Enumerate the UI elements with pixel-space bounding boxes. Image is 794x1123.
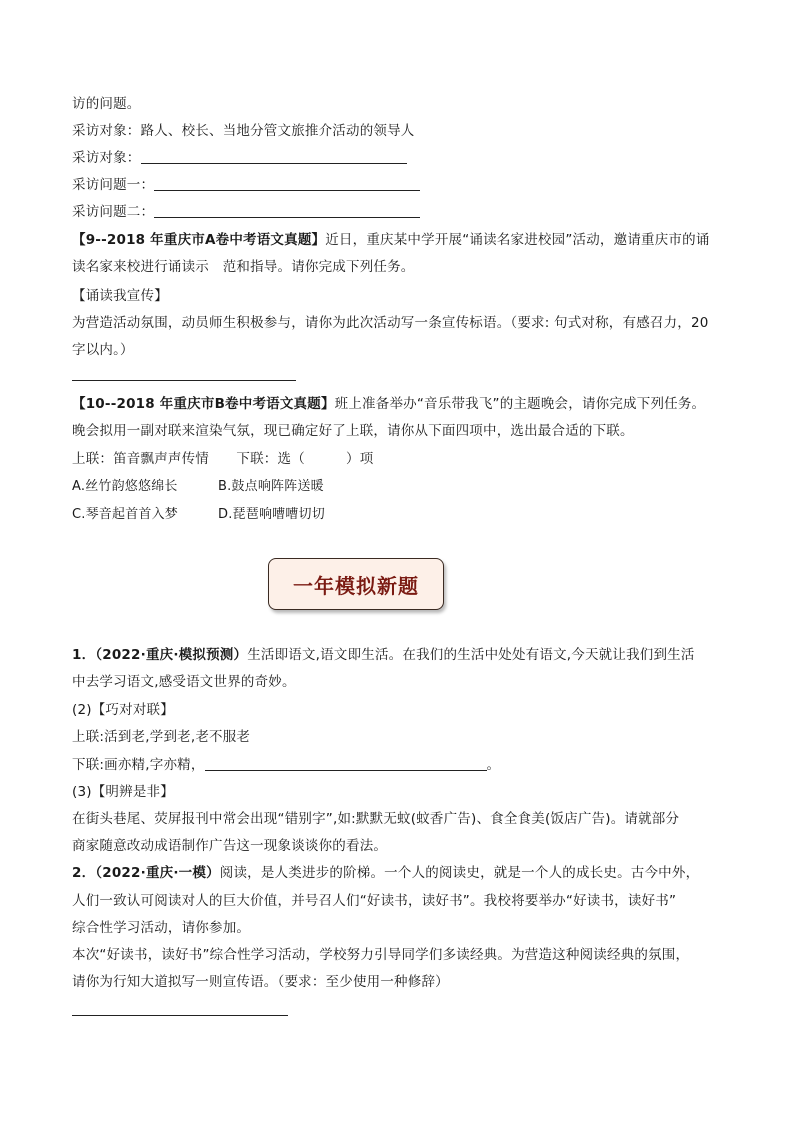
text-line: 本次“好读书，读好书”综合性学习活动，学校努力引导同学们多读经典。为营造这种阅读经典的氛围， [72,947,690,963]
field-label: 采访对象： [72,150,141,166]
couplet-lower: 下联:画亦精,字亦精， [72,757,205,773]
section-title-box [268,558,444,610]
text-line: 在街头巷尾、荧屏报刊中常会出现“错别字”,如:默默无蚊(蚊香广告)、食全食美(饭店广告)。请就部分 [72,811,680,827]
question-text: 生活即语文,语文即生活。在我们的生活中处处有语文,今天就让我们到生活 [247,647,695,663]
question-9-line [72,230,710,250]
question-source-tag: 1．（2022·重庆·模拟预测） [72,647,248,663]
answer-blank[interactable] [141,149,407,164]
question-text: 班上准备举办“音乐带我飞”的主题晚会，请你完成下列任务。 [334,396,706,412]
option-b[interactable]: B.鼓点响阵阵送暖 [218,479,324,494]
interview-question-1-row [72,175,420,195]
text-line: 晚会拟用一副对联来渲染气氛，现已确定好了上联，请你从下面四项中，选出最合适的下联。 [72,423,634,439]
question-source-tag: 【10--2018 年重庆市B卷中考语文真题】 [72,396,335,412]
text-line: 采访对象：路人、校长、当地分管文旅推介活动的领导人 [72,123,415,139]
text-line: 人们一致认可阅读对人的巨大价值，并号召人们“好读书，读好书”。我校将要举办“好读书，读好书” [72,893,677,909]
text-line: 请你为行知大道拟写一则宣传语。（要求：至少使用一种修辞） [72,974,449,990]
sub-question-heading: (3)【明辨是非】 [72,784,174,800]
couplet-upper: 上联:活到老,学到老,老不服老 [72,729,251,745]
couplet-line: 上联：笛音飘声声传情 下联：选（ ）项 [72,451,374,467]
task-heading: 【诵读我宣传】 [72,288,168,304]
field-label: 采访问题二： [72,204,155,220]
text-line: 为营造活动氛围，动员师生积极参与，请你为此次活动写一条宣传标语。（要求: 句式对称，有感召力，20 [72,315,709,331]
answer-line[interactable] [72,1015,288,1016]
option-d[interactable]: D.琵琶响嘈嘈切切 [218,507,325,522]
option-c[interactable]: C.琴音起首首入梦 [72,507,179,522]
question-text: 近日，重庆某中学开展“诵读名家进校园”活动，邀请重庆市的诵 [325,232,710,248]
answer-blank[interactable] [154,203,420,218]
text-line: 商家随意改动成语制作广告这一现象谈谈你的看法。 [72,838,388,854]
answer-blank[interactable] [154,176,420,191]
mock-question-2-line [72,863,699,883]
question-source-tag: 2．（2022·重庆·一模） [72,865,220,881]
question-source-tag: 【9--2018 年重庆市A卷中考语文真题】 [72,232,326,248]
text-line: 访的问题。 [72,96,141,112]
text-line: 字以内。） [72,342,134,358]
sub-question-heading: (2)【巧对对联】 [72,702,174,718]
field-label: 采访问题一： [72,177,155,193]
text-line: 中去学习语文,感受语文世界的奇妙。 [72,674,296,690]
text-line: 综合性学习活动，请你参加。 [72,920,251,936]
mock-question-1-line [72,645,695,665]
interview-subject-row [72,148,407,168]
answer-line[interactable] [72,380,296,381]
option-a[interactable]: A.丝竹韵悠悠绵长 [72,479,178,494]
couplet-lower-row [72,755,500,775]
section-title: 一年模拟新题 [293,573,419,598]
text-line: 读名家来校进行诵读示 范和指导。请你完成下列任务。 [72,259,415,275]
answer-blank[interactable] [205,756,487,771]
interview-question-2-row [72,202,420,222]
question-10-line [72,394,705,414]
punctuation: 。 [486,757,501,773]
question-text: 阅读，是人类进步的阶梯。一个人的阅读史，就是一个人的成长史。古今中外， [219,865,700,881]
